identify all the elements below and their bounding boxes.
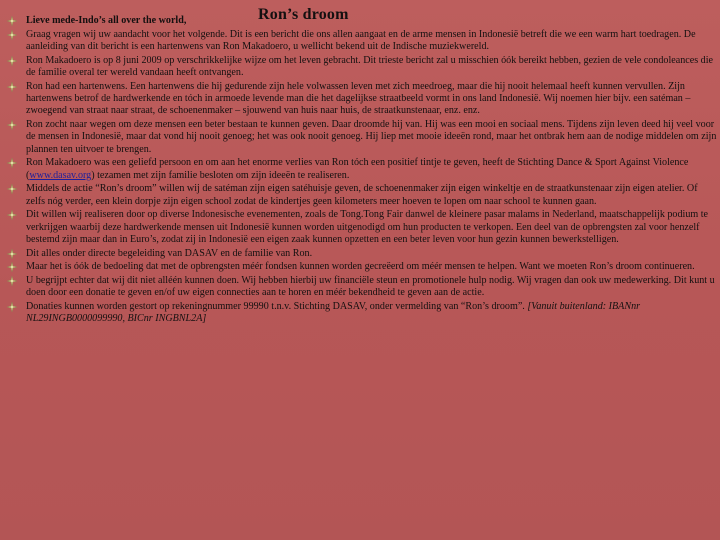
body-paragraph — [6, 248, 718, 260]
ornamental-star-bullet-icon — [6, 275, 26, 287]
paragraph-text: Dit alles onder directe begeleiding van DASAV en de familie van Ron. — [26, 247, 313, 259]
body-paragraph — [6, 275, 718, 300]
ornamental-star-bullet-icon — [6, 301, 26, 313]
paragraph-text: Middels de actie “Ron’s droom” willen wij de satéman zijn eigen satéhuisje geven, de schoenenmaker zijn eigen winkeltje en de straatkunstenaar zijn eigen atelier. Of zelfs nóg verder, een klein dorpje zijn eigen school zodat de kindertjes geen kilometers meer hoeven te lopen om naar school te kunnen gaan. — [26, 183, 698, 207]
body-paragraph — [6, 301, 718, 326]
bank-details-text: [Vanuit buitenland: IBANnr NL29INGB0000099990, BICnr INGBNL2A] — [26, 301, 641, 325]
slide-title: Ron’s droom — [258, 6, 349, 23]
body-paragraph — [6, 183, 718, 208]
paragraph-text-start: Ron Makadoero was een geliefd persoon en om aan het enorme verlies van Ron tóch een positief tintje te geven, heeft de Stichting Dance & Sport Against Violence ( — [26, 157, 689, 181]
ornamental-star-bullet-icon — [6, 119, 26, 131]
paragraph-text: Ron Makadoero is op 8 juni 2009 op verschrikkelijke wijze om het leven gebracht. Dit trieste bericht zal u misschien óók bereikt hebben, gezien de vele condoleances die de familie overal ter wereld vandaan heeft ontvangen. — [26, 54, 713, 78]
paragraph-text — [26, 301, 718, 326]
greeting-text: Lieve mede-Indo’s all over the world, — [26, 15, 187, 26]
slide-body — [6, 15, 718, 327]
paragraph-text: Ron had een hartenwens. Een hartenwens die hij gedurende zijn hele volwassen leven met zich meedroeg, maar die hij nooit helemaal heeft kunnen vervullen. Zijn hartenwens betrof de hardwerkende en tóch in armoede levende man die het dagelijkse straatbeeld vormt in ons land Indonesië. Wij noemen hier bijv. een satéman – zwoegend van straat naar straat, de schoenenmaker – sjouwend van huis naar huis, de straatkunstenaar, enz. enz. — [26, 80, 691, 117]
ornamental-star-bullet-icon — [6, 261, 26, 273]
paragraph-text-start: Donaties kunnen worden gestort op rekeningnummer 99990 t.n.v. Stichting DASAV, onder vermelding van “Ron’s droom”. — [26, 301, 528, 312]
ornamental-star-bullet-icon — [6, 55, 26, 67]
ornamental-star-bullet-icon — [6, 183, 26, 195]
ornamental-star-bullet-icon — [6, 157, 26, 169]
paragraph-text: Dit willen wij realiseren door op diverse Indonesische evenementen, zoals de Tong.Tong Fair danwel de kleinere pasar malams in Nederland, maatschappelijk podium te verkrijgen waarbij deze hardwerkende mensen uit Indonesië kunnen worden uitgenodigd om hun producten te verkopen. Een deel van de opbrengsten zal voor henzelf bestemd zijn maar dan in Euro’s, zodat zij in Indonesië een eigen zaak kunnen opzetten en een beter leven voor hun gezin kunnen bewerkstelligen. — [26, 209, 709, 246]
paragraph-text — [26, 157, 718, 182]
paragraph-text: U begrijpt echter dat wij dit niet alléén kunnen doen. Wij hebben hierbij uw financiële steun en promotionele hulp nodig. Wij vragen dan ook uw medewerking. Dit kunt u doen door een donatie te geven en/of uw eigen connecties aan te horen en méér bekendheid te geven aan de actie. — [26, 275, 715, 299]
paragraph-text: Maar het is óók de bedoeling dat met de opbrengsten méér fondsen kunnen worden gecreëerd om méér mensen te helpen. Want we moeten Ron’s droom continueren. — [26, 261, 695, 273]
body-paragraph — [6, 261, 718, 273]
paragraph-text-end: ) tezamen met zijn familie besloten om zijn ideeën te realiseren. — [91, 169, 350, 181]
body-paragraph — [6, 157, 718, 182]
body-paragraph — [6, 55, 718, 80]
greeting-paragraph — [6, 15, 718, 27]
ornamental-star-bullet-icon — [6, 29, 26, 41]
ornamental-star-bullet-icon — [6, 248, 26, 260]
ornamental-star-bullet-icon — [6, 81, 26, 93]
body-paragraph — [6, 29, 718, 54]
ornamental-star-bullet-icon — [6, 15, 26, 27]
dasav-website-link[interactable]: www.dasav.org — [29, 169, 92, 181]
paragraph-text: Graag vragen wij uw aandacht voor het volgende. Dit is een bericht die ons allen aangaat en de arme mensen in Indonesië betreft die we een warm hart toedragen. De aanleiding van dit bericht is een hartenwens van Ron Makadoero, u wellicht bekend uit de Indische muziekwereld. — [26, 28, 696, 52]
paragraph-text: Ron zocht naar wegen om deze mensen een beter bestaan te kunnen geven. Daar droomde hij van. Hij was een mooi en sociaal mens. Tijdens zijn leven deed hij veel voor de mensen in Indonesië, maar dat vond hij nooit genoeg; het was ook nooit genoeg. Hij liep met mooie ideeën rond, maar het ontbrak hem aan de nodige middelen om zijn plannen ten uitvoer te brengen. — [26, 119, 717, 155]
body-paragraph — [6, 81, 718, 118]
body-paragraph — [6, 119, 718, 156]
body-paragraph — [6, 209, 718, 246]
ornamental-star-bullet-icon — [6, 209, 26, 221]
